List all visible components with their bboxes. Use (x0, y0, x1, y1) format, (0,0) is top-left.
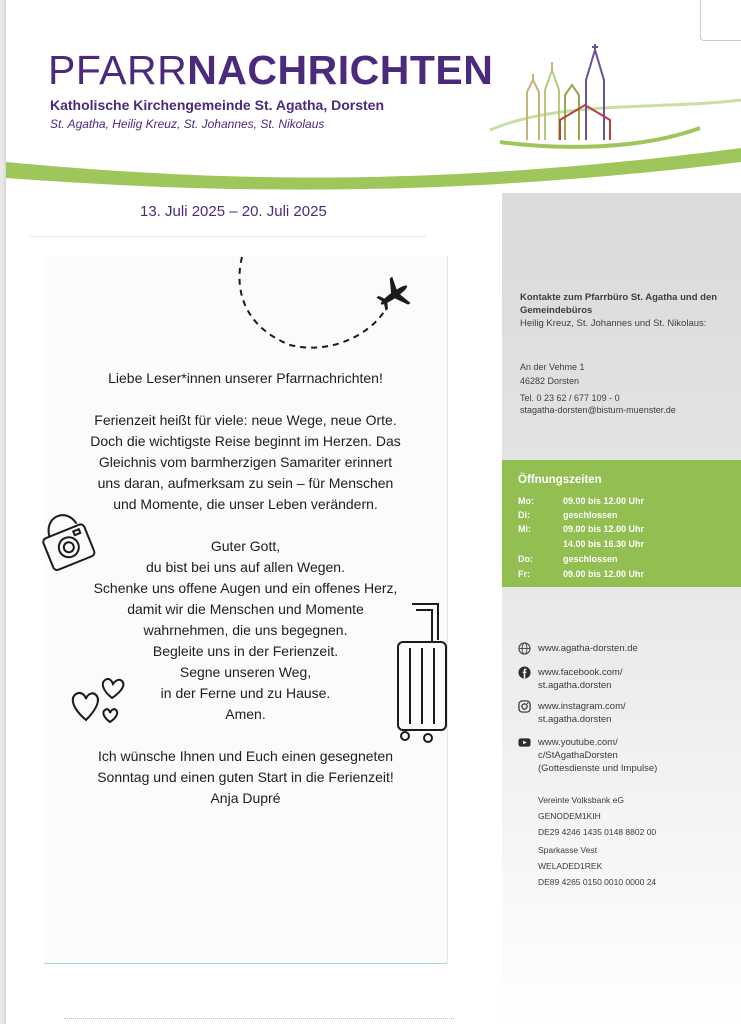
prayer-line: Guter Gott, (210, 538, 281, 554)
letter-line: Gleichnis vom barmherzigen Samariter erinnert (98, 454, 393, 470)
bank-bic: GENODEM1KIH (538, 811, 601, 821)
green-swoosh (6, 148, 741, 190)
address-street: An der Vehme 1 (520, 362, 585, 372)
hours-day: Do: (518, 554, 533, 564)
hours-time: 09.00 bis 12.00 Uhr (563, 524, 645, 534)
prayer-line: Segne unseren Weg, (179, 664, 312, 680)
letter-line: uns daran, aufmerksam zu sein – für Menschen (97, 475, 394, 491)
bank-iban: DE29 4246 1435 0148 8802 00 (538, 827, 657, 837)
contact-address (520, 360, 676, 417)
address-city: 46282 Dorsten (520, 376, 580, 386)
bank-name: Sparkasse Vest (538, 845, 598, 855)
hours-time: 09.00 bis 12.00 Uhr (563, 569, 645, 579)
address-phone: Tel. 0 23 62 / 677 109 - 0 (520, 393, 620, 403)
letter-signature: Anja Dupré (210, 790, 281, 806)
airplane-path-icon (230, 255, 420, 355)
date-divider (30, 236, 425, 237)
bottom-divider (64, 1018, 454, 1019)
contact-subheading: Heilig Kreuz, St. Johannes und St. Nikolaus: (520, 318, 707, 329)
address-email[interactable]: stagatha-dorsten@bistum-muenster.de (520, 405, 676, 415)
bank-sparkasse (538, 842, 656, 890)
letter-line: und Momente, die unser Leben verändern. (113, 496, 378, 512)
opening-hours-title: Öffnungszeiten (518, 474, 602, 486)
prayer-line: damit wir die Menschen und Momente (127, 601, 364, 617)
bank-volksbank (538, 792, 656, 840)
title-light: PFARR (48, 47, 188, 93)
letter-line: Doch die wichtigste Reise beginnt im Herzen. Das (90, 433, 401, 449)
prayer-line: Schenke uns offene Augen und ein offenes Herz, (93, 580, 398, 596)
bank-name: Vereinte Volksbank eG (538, 795, 625, 805)
hours-time: geschlossen (563, 554, 618, 564)
website-url: www.agatha-dorsten.de (538, 643, 638, 654)
prayer-line: in der Ferne und zu Hause. (160, 685, 331, 701)
page-corner (700, 0, 741, 41)
parish-name: Katholische Kirchengemeinde St. Agatha, Dorsten (50, 97, 384, 113)
prayer-line: wahrnehmen, die uns begegnen. (143, 622, 348, 638)
church-skyline-icon (527, 44, 610, 140)
bank-bic: WELADED1REK (538, 861, 603, 871)
letter-line: Ferienzeit heißt für viele: neue Wege, neue Orte. (94, 412, 397, 428)
hours-day: Mo: (518, 496, 534, 506)
youtube-url-2: c/StAgathaDorsten (538, 750, 618, 761)
letter-greeting: Liebe Leser*innen unserer Pfarrnachrichten! (108, 370, 383, 386)
hours-day: Mi: (518, 524, 531, 534)
parish-list: St. Agatha, Heilig Kreuz, St. Johannes, St. Nikolaus (50, 117, 325, 131)
prayer-line: Begleite uns in der Ferienzeit. (152, 643, 339, 659)
hours-time: 14.00 bis 16.30 Uhr (563, 539, 645, 549)
contact-heading: Kontakte zum Pfarrbüro St. Agatha und den Gemeindebüros (520, 292, 718, 316)
swoosh-underline (500, 128, 700, 147)
closing-line: Sonntag und einen guten Start in die Ferienzeit! (97, 769, 394, 785)
hours-day: Di: (518, 510, 530, 520)
date-range: 13. Juli 2025 – 20. Juli 2025 (140, 203, 327, 220)
closing-line: Ich wünsche Ihnen und Euch einen gesegneten (97, 748, 393, 764)
facebook-url-2: st.agatha.dorsten (538, 680, 612, 691)
title-bold: NACHRICHTEN (187, 47, 494, 93)
facebook-url-1: www.facebook.com/ (538, 667, 623, 678)
instagram-url-1: www.instagram.com/ (538, 701, 626, 712)
newsletter-title (48, 47, 494, 93)
youtube-url-1: www.youtube.com/ (538, 737, 618, 748)
letter-text (44, 368, 447, 809)
instagram-url-2: st.agatha.dorsten (538, 714, 612, 725)
letter-card-edge (44, 963, 447, 964)
facebook-icon (518, 666, 531, 679)
youtube-icon (518, 736, 531, 749)
hours-time: 09.00 bis 12.00 Uhr (563, 496, 645, 506)
youtube-url-3: (Gottesdienste und Impulse) (538, 763, 658, 774)
bank-iban: DE89 4265 0150 0010 0000 24 (538, 877, 657, 887)
prayer-line: Amen. (225, 706, 266, 722)
hours-day: Fr: (518, 569, 530, 579)
prayer-line: du bist bei uns auf allen Wegen. (146, 559, 345, 575)
hours-time: geschlossen (563, 510, 618, 520)
globe-icon (518, 642, 531, 655)
instagram-icon (518, 700, 531, 713)
